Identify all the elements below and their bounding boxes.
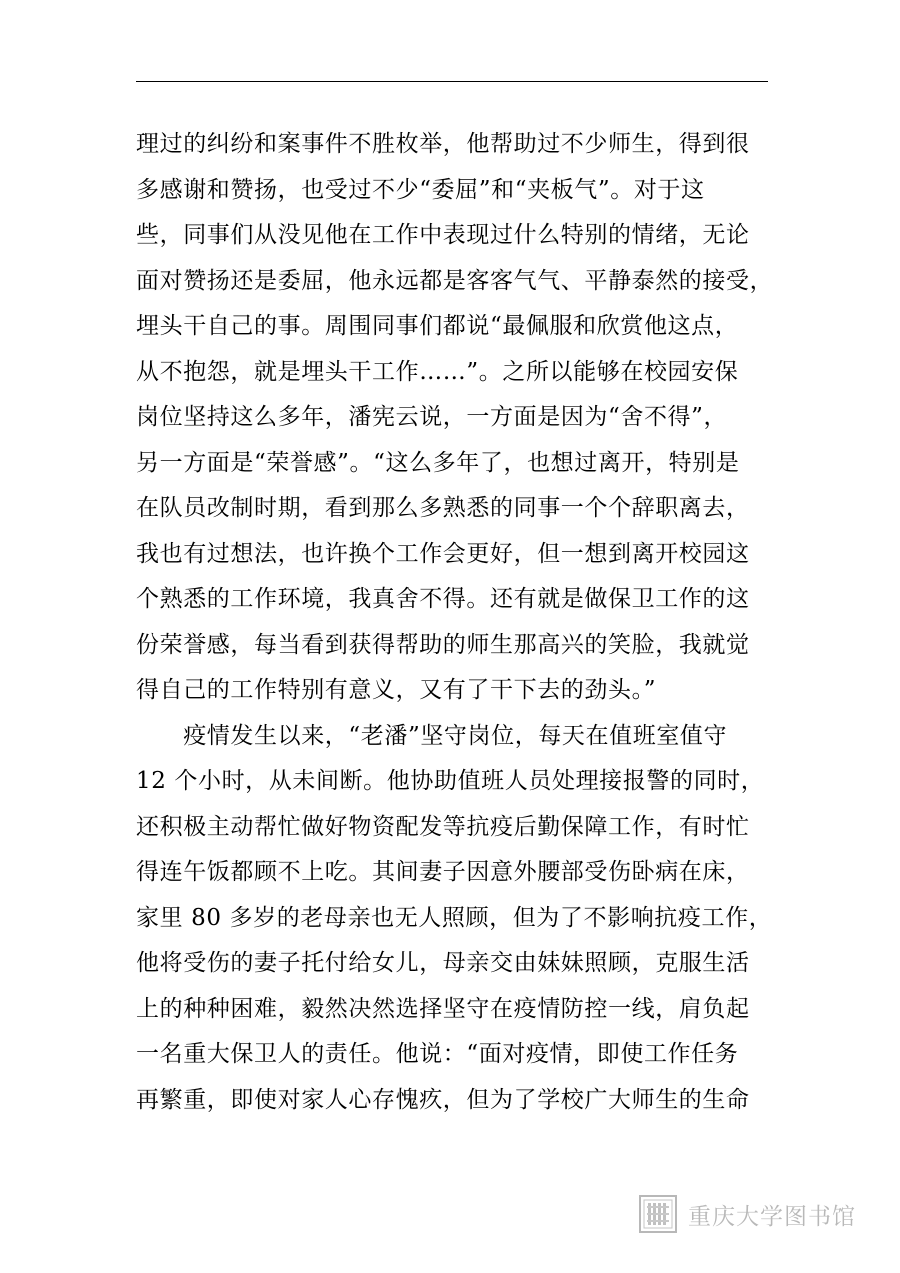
text-line: 家里 80 多岁的老母亲也无人照顾，但为了不影响抗疫工作， <box>136 904 773 931</box>
text-line: 再繁重，即使对家人心存愧疚，但为了学校广大师生的生命 <box>136 1086 750 1113</box>
text-line: 一名重大保卫人的责任。他说：“面对疫情，即使工作任务 <box>136 1041 739 1067</box>
text-line: 上的种种困难，毅然决然选择坚守在疫情防控一线，肩负起 <box>136 995 750 1022</box>
text-line: 份荣誉感，每当看到获得帮助的师生那高兴的笑脸，我就觉 <box>136 631 750 658</box>
body-text <box>136 122 774 1123</box>
text-line: 多感谢和赞扬，也受过不少“委屈”和“夹板气”。对于这 <box>136 176 705 203</box>
text-line: 还积极主动帮忙做好物资配发等抗疫后勤保障工作，有时忙 <box>136 813 750 840</box>
text-line: 得自己的工作特别有意义，又有了干下去的劲头。” <box>136 677 657 703</box>
text-line: 他将受伤的妻子托付给女儿，母亲交由妹妹照顾，克服生活 <box>136 950 750 976</box>
text-line: 我也有过想法，也许换个工作会更好，但一想到离开校园这 <box>136 540 750 567</box>
header-rule <box>136 81 768 82</box>
text-line: 12 个小时，从未间断。他协助值班人员处理接报警的同时， <box>136 768 765 794</box>
text-line: 面对赞扬还是委屈，他永远都是客客气气、平静泰然的接受， <box>136 267 774 294</box>
text-line: 在队员改制时期，看到那么多熟悉的同事一个个辞职离去， <box>136 495 750 521</box>
text-line: 从不抱怨，就是埋头干工作……”。之所以能够在校园安保 <box>136 358 739 385</box>
text-line: 疫情发生以来，“老潘”坚守岗位，每天在值班室值守 <box>136 722 728 749</box>
library-watermark <box>638 1190 878 1238</box>
text-line: 些，同事们从没见他在工作中表现过什么特别的情绪，无论 <box>136 222 750 248</box>
watermark-text: 重庆大学图书馆 <box>688 1203 856 1230</box>
text-line: 埋头干自己的事。周围同事们都说“最佩服和欣赏他这点， <box>136 313 739 339</box>
text-line: 岗位坚持这么多年，潘宪云说，一方面是因为“舍不得”， <box>136 404 728 430</box>
text-line: 另一方面是“荣誉感”。“这么多年了，也想过离开，特别是 <box>136 449 740 476</box>
text-line: 得连午饭都顾不上吃。其间妻子因意外腰部受伤卧病在床， <box>136 859 750 885</box>
library-seal-icon <box>638 1194 678 1234</box>
text-line: 理过的纠纷和案事件不胜枚举，他帮助过不少师生，得到很 <box>136 131 750 157</box>
text-line: 个熟悉的工作环境，我真舍不得。还有就是做保卫工作的这 <box>136 586 750 612</box>
